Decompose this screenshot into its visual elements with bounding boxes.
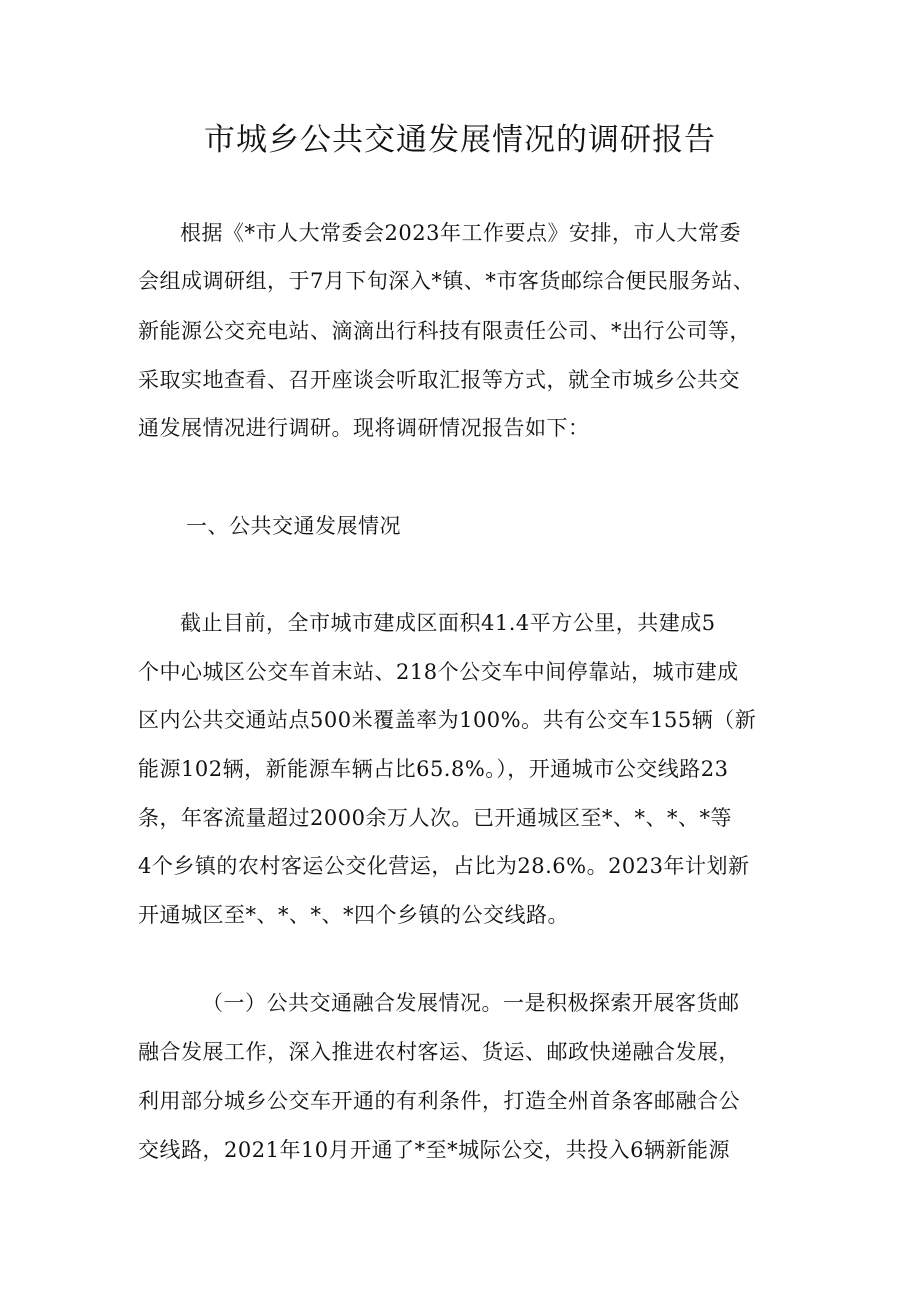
para1-line-7: 开通城区至*、*、*、*四个乡镇的公交线路。 (138, 903, 569, 927)
intro-line-4: 采取实地查看、召开座谈会听取汇报等方式，就全市城乡公共交 (138, 368, 740, 392)
para1-line-4: 能源102辆，新能源车辆占比65.8%。），开通城市公交线路23 (138, 757, 729, 781)
para1-line-2: 个中心城区公交车首末站、218个公交车中间停靠站，城市建成 (138, 660, 739, 684)
intro-line-3: 新能源公交充电站、滴滴出行科技有限责任公司、*出行公司等， (138, 319, 751, 343)
intro-line-1: 根据《*市人大常委会2023年工作要点》安排，市人大常委 (180, 221, 741, 245)
para2-line-1: （一）公共交通融合发展情况。一是积极探索开展客货邮 (202, 991, 740, 1015)
para1-line-3: 区内公共交通站点500米覆盖率为100%。共有公交车155辆（新 (138, 708, 757, 732)
para1-line-1: 截止目前，全市城市建成区面积41.4平方公里，共建成5 (180, 611, 716, 635)
para1-line-6: 4个乡镇的农村客运公交化营运，占比为28.6%。2023年计划新 (138, 854, 750, 878)
para2-line-2: 融合发展工作，深入推进农村客运、货运、邮政快递融合发展， (138, 1040, 740, 1064)
intro-line-5: 通发展情况进行调研。现将调研情况报告如下： (138, 416, 590, 440)
para1-line-5: 条，年客流量超过2000余万人次。已开通城区至*、*、*、*等 (138, 806, 732, 830)
intro-line-2: 会组成调研组，于7月下旬深入*镇、*市客货邮综合便民服务站、 (138, 269, 755, 293)
section-heading: 一、公共交通发展情况 (186, 514, 401, 538)
document-title: 市城乡公共交通发展情况的调研报告 (204, 122, 716, 158)
para2-line-3: 利用部分城乡公交车开通的有利条件，打造全州首条客邮融合公 (138, 1089, 740, 1113)
para2-line-4: 交线路，2021年10月开通了*至*城际公交，共投入6辆新能源 (138, 1138, 731, 1162)
